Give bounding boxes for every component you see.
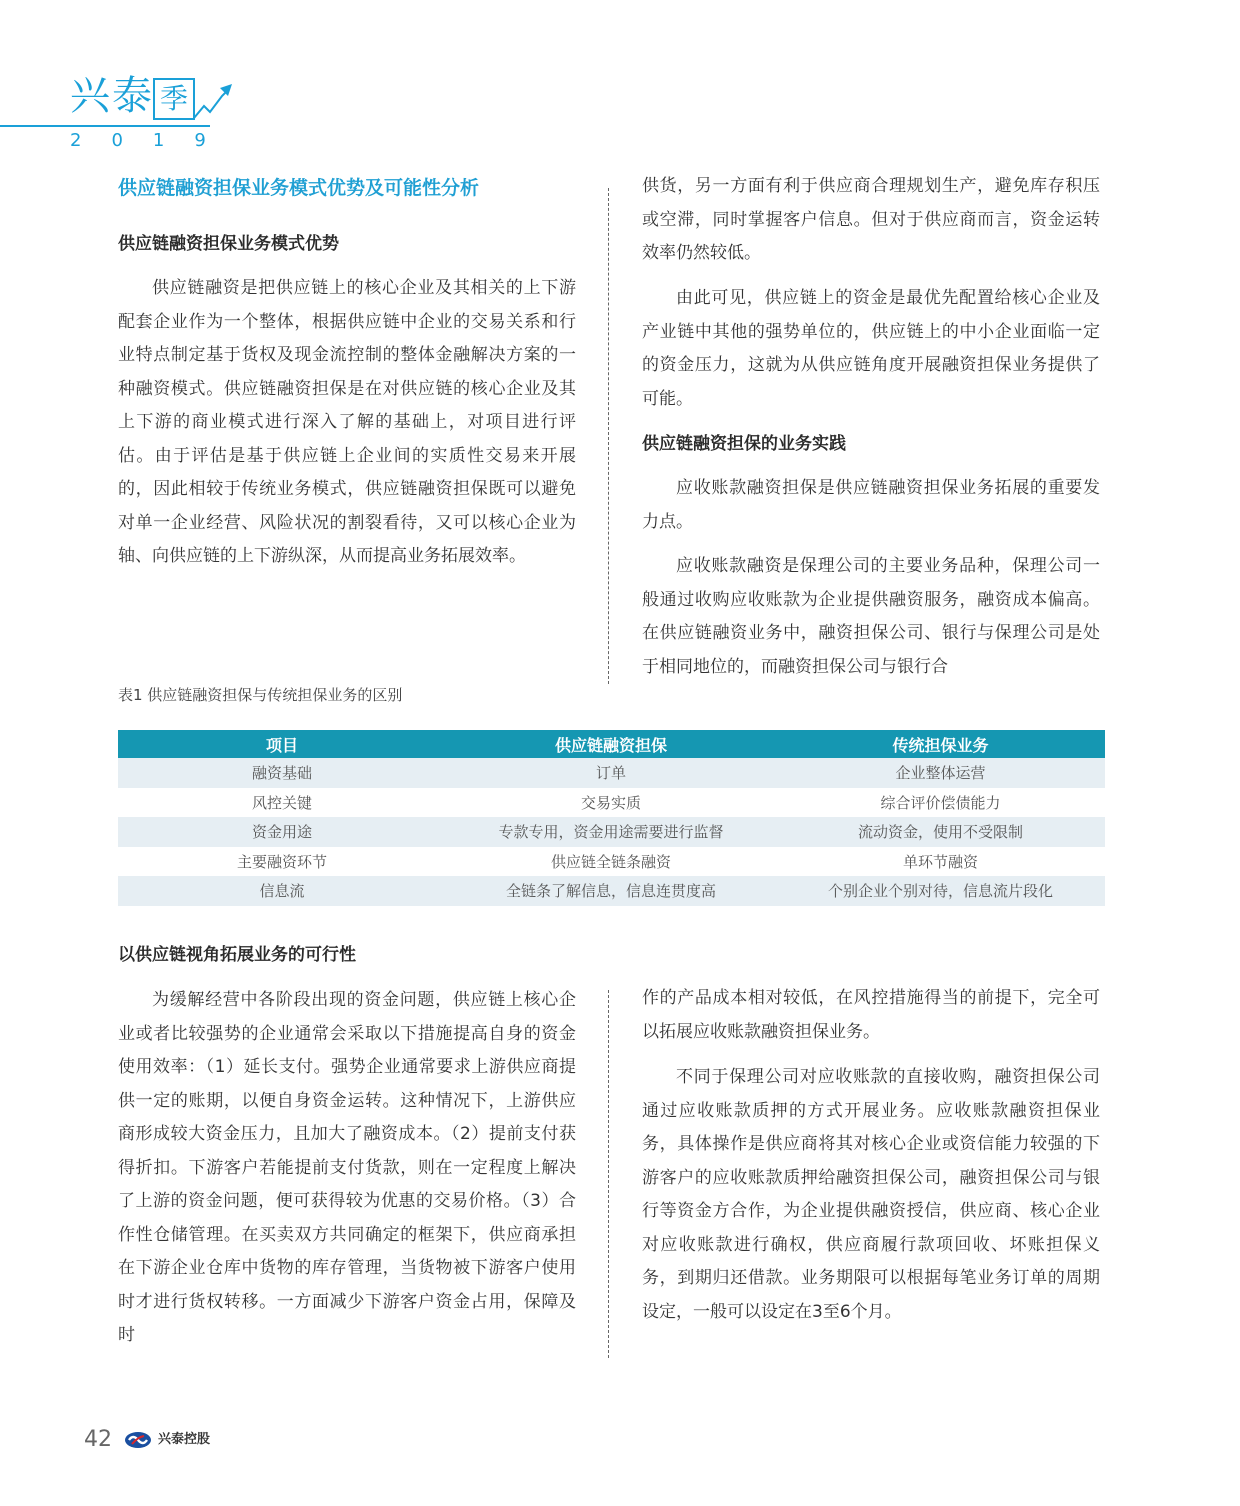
- table-cell: 交易实质: [446, 788, 776, 818]
- paragraph-feasibility: 为缓解经营中各阶段出现的资金问题，供应链上核心企业或者比较强势的企业通常会采取以下措施提高自身的资金使用效率：（1）延长支付。强势企业通常要求上游供应商提供一定的账期，以便自身资金运转。这种情况下，上游供应商形成较大资金压力，且加大了融资成本。（2）提前支付获得折扣。下游客户若能提前支付货款，则在一定程度上解决了上游的资金问题，便可获得较为优惠的交易价格。（3）合作性仓储管理。在买卖双方共同确定的框架下，供应商承担在下游企业仓库中货物的库存管理，当货物被下游客户使用时才进行货权转移。一方面减少下游客户资金占用，保障及时: [118, 990, 576, 1345]
- table-caption: 表1 供应链融资担保与传统担保业务的区别: [118, 686, 403, 704]
- column-header: 供应链融资担保: [446, 730, 776, 758]
- paragraph-advantages: 供应链融资是把供应链上的核心企业及其相关的上下游配套企业作为一个整体，根据供应链中企业的交易关系和行业特点制定基于货权及现金流控制的整体金融解决方案的一种融资模式。供应链融资担保是在对供应链的核心企业及其上下游的商业模式进行深入了解的基础上，对项目进行评估。由于评估是基于供应链上企业间的实质性交易来开展的，因此相较于传统业务模式，供应链融资担保既可以避免对单一企业经营、风险状况的割裂看待，又可以核心企业为轴、向供应链的上下游纵深，从而提高业务拓展效率。: [118, 278, 576, 566]
- table-row: [118, 847, 1105, 877]
- section-title: 供应链融资担保业务模式优势及可能性分析: [118, 177, 480, 199]
- table-row: [118, 817, 1105, 847]
- table-row: [118, 876, 1105, 906]
- column-divider: [608, 188, 609, 684]
- header-rule: [0, 125, 210, 127]
- trend-arrow-icon: [192, 82, 236, 122]
- brand-year: 2019: [70, 130, 236, 151]
- page-number: 42: [84, 1427, 112, 1452]
- table-cell: 专款专用，资金用途需要进行监督: [446, 817, 776, 847]
- table-cell: 资金用途: [118, 817, 446, 847]
- paragraph-receivables-focus: 应收账款融资担保是供应链融资担保业务拓展的重要发力点。: [642, 478, 1100, 532]
- company-logo-icon: [124, 1431, 152, 1449]
- brand-title: 兴泰: [70, 73, 154, 119]
- paragraph-factoring: 应收账款融资是保理公司的主要业务品种，保理公司一般通过收购应收账款为企业提供融资服务，融资成本偏高。在供应链融资业务中，融资担保公司、银行与保理公司是处于相同地位的，而融资担保公司与银行合: [642, 556, 1100, 677]
- paragraph-pledge: 不同于保理公司对应收账款的直接收购，融资担保公司通过应收账款质押的方式开展业务。应收账款融资担保业务，具体操作是供应商将其对核心企业或资信能力较强的下游客户的应收账款质押给融资担保公司，融资担保公司与银行等资金方合作，为企业提供融资授信，供应商、核心企业对应收账款进行确权，供应商履行款项回收、坏账担保义务，到期归还借款。业务期限可以根据每笔业务订单的周期设定，一般可以设定在3至6个月。: [642, 1067, 1100, 1322]
- subheading-practice: 供应链融资担保的业务实践: [642, 434, 846, 454]
- column-header: 传统担保业务: [776, 730, 1105, 758]
- table-cell: 企业整体运营: [776, 758, 1105, 788]
- footer-brand: 兴泰控股: [158, 1432, 211, 1447]
- table-cell: 单环节融资: [776, 847, 1105, 877]
- table-cell: 主要融资环节: [118, 847, 446, 877]
- table-cell: 风控关键: [118, 788, 446, 818]
- column-header: 项目: [118, 730, 446, 758]
- table-row: [118, 758, 1105, 788]
- table-cell: 信息流: [118, 876, 446, 906]
- table-cell: 流动资金，使用不受限制: [776, 817, 1105, 847]
- paragraph-cost: 作的产品成本相对较低，在风控措施得当的前提下，完全可以拓展应收账款融资担保业务。: [642, 988, 1100, 1042]
- table-header-row: [118, 730, 1105, 758]
- table-cell: 订单: [446, 758, 776, 788]
- subheading-advantages: 供应链融资担保业务模式优势: [118, 234, 339, 254]
- brand-seal: 季: [153, 78, 195, 120]
- paragraph-supply-continued: 供货，另一方面有利于供应商合理规划生产，避免库存积压或空滞，同时掌握客户信息。但对于供应商而言，资金运转效率仍然较低。: [642, 176, 1100, 263]
- table-cell: 综合评价偿债能力: [776, 788, 1105, 818]
- table-cell: 融资基础: [118, 758, 446, 788]
- table-row: [118, 788, 1105, 818]
- paragraph-conclusion: 由此可见，供应链上的资金是最优先配置给核心企业及产业链中其他的强势单位的，供应链上的中小企业面临一定的资金压力，这就为从供应链角度开展融资担保业务提供了可能。: [642, 288, 1100, 409]
- table-cell: 全链条了解信息，信息连贯度高: [446, 876, 776, 906]
- subheading-feasibility: 以供应链视角拓展业务的可行性: [118, 945, 356, 965]
- table-cell: 供应链全链条融资: [446, 847, 776, 877]
- column-divider: [608, 990, 609, 1358]
- table-cell: 个别企业个别对待，信息流片段化: [776, 876, 1105, 906]
- comparison-table: [118, 730, 1105, 906]
